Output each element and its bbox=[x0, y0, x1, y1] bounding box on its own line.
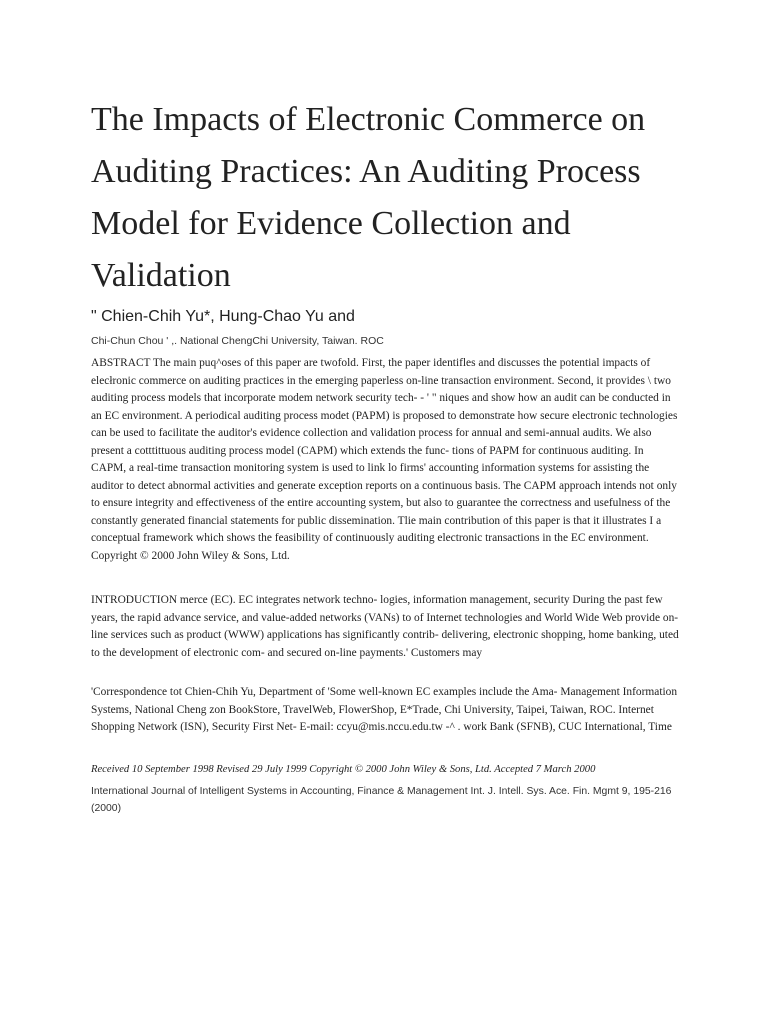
correspondence-paragraph: 'Correspondence tot Chien-Chih Yu, Department of 'Some well-known EC examples include the Ama- Management Information Systems, National Cheng zon BookStore, TravelWeb, FlowerShop, E*Trade, Chi University, Taipei, Taiwan, ROC. Internet Shopping Network (ISN), Security First Net- E-mail: ccyu@mis.nccu.edu.tw -^ . work Bank (SFNB), CUC International, Time bbox=[91, 686, 678, 733]
author-line: " Chien-Chih Yu*, Hung-Chao Yu and bbox=[91, 308, 355, 325]
received-dates-line: Received 10 September 1998 Revised 29 July 1999 Copyright © 2000 John Wiley & Sons, Ltd. Accepted 7 March 2000 bbox=[91, 764, 596, 775]
abstract-paragraph: ABSTRACT The main puq^oses of this paper are twofold. First, the paper identifles and discusses the potential impacts of elecłronic commerce on auditing practices in the emerging paperless on-line transaction environment. Second, it provides \ two auditing process models that incorporate modem network security tech- - ' " niques and show how an audit can be conducted in an EC environment. A periodical auditing process modet (PAPM) is proposed to demonstrate how secure electronic technologies can be used to facilitate the auditor's evidence collection and validation process for annual and semi-annual audits. We also present a cotttittuous auditing process model (CAPM) which extends the func- tions of PAPM for continuous auditing. In CAPM, a real-time transaction monitoring system is used to link lo firms' accounting information systems for assisting the auditor to detect abnormal activities and generate exception reports on a continuous basis. The CAPM approach intends not only to ensure integrity and effectiveness of the entire accounting system, but also to guarantee the correctness and usefulness of the constantly generated financial statements for public dissemination. Tlie main contribution of this paper is that it illustrates I a conceptual framework which shows the feasibility of continuously auditing electronic transactions in the EC environment. Copyright © 2000 John Wiley & Sons, Ltd. bbox=[91, 357, 678, 562]
affiliation-line: Chi-Chun Chou ' ,. National ChengChi University, Taiwan. ROC bbox=[91, 335, 384, 347]
journal-citation: International Journal of Intelligent Systems in Accounting, Finance & Management Int. J. Intell. Sys. Ace. Fin. Mgmt 9, 195-216 (2000) bbox=[91, 786, 672, 814]
paper-title: The Impacts of Electronic Commerce on Auditing Practices: An Auditing Process Model for Evidence Collection and Validation bbox=[91, 101, 646, 294]
introduction-paragraph: INTRODUCTION merce (EC). EC integrates network techno- logies, information management, security During the past few years, the rapid advance service, and value-added networks (VANs) to of Internet technologies and World Wide Web provide on-line services such as product (WWW) applications has significantly contrib- delivering, electronic shopping, home banking, uted to the development of electronic com- and secured on-line payments.' Customers may bbox=[91, 594, 679, 659]
